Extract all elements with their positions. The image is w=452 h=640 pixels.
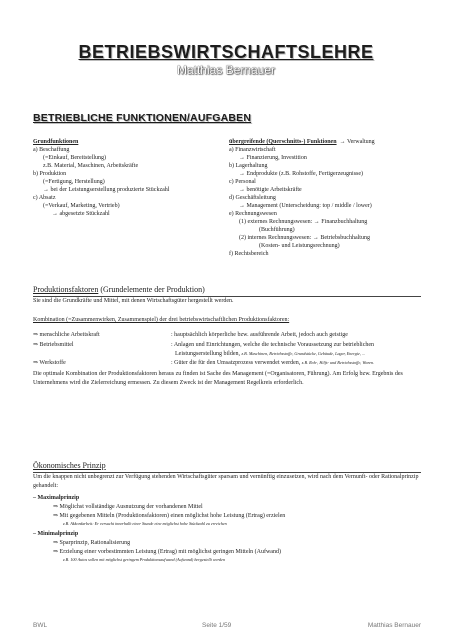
left-line: → bei der Leistungserstellung produzierte Stückzahl [43,187,170,193]
maximalprinzip-title: – Maximalprinzip [33,495,80,501]
pf-title-main: Produktionsfaktoren [33,285,99,294]
op-intro: Um die knappen nicht unbegrenzt zur Verfügung stehenden Wirtschaftsgüter sparsam und vernünftig einzusetzen, wird nach dem Vernunft- oder Rationalprinzip gehandelt: [33,474,419,489]
minimalprinzip-example: z.B. 100 Autos sollen mit möglichst geringem Produktionsaufwand (Aufwand) hergestellt werden [63,557,226,562]
right-line: → Endprodukte (z.B. Rohstoffe, Fertigerzeugnisse) [239,171,364,177]
grundfunktionen-heading: Grundfunktionen [33,139,79,145]
minimalprinzip-point: ⇒ Sparprinzip, Rationalisierung [53,540,131,546]
right-line: f) Rechtsbereich [229,251,269,257]
footer-author: Matthias Bernauer [367,622,421,629]
right-line: d) Geschäftsleitung [229,195,276,201]
right-line: → Finanzierung, Investition [239,155,307,161]
right-line: (1) externes Rechnungswesen: → Finanzbuchhaltung [239,219,368,225]
querschnitt-heading: übergreifende (Querschnitts-) Funktionen [229,139,337,145]
oekonomisches-prinzip-heading: Ökonomisches Prinzip [33,461,106,470]
left-line: b) Produktion [33,171,67,177]
left-line: (=Einkauf, Bereitstellung) [43,155,107,161]
left-line: c) Absatz [33,195,56,201]
pf-factor-text2: Leistungserstellung bilden, [175,351,240,357]
pf-factor-text: : Anlagen und Einrichtungen, welche die technische Voraussetzung zur betrieblichen [171,342,375,348]
querschnitt-heading-tail: → Verwaltung [339,139,375,145]
left-line: → abgesetzte Stückzahl [52,211,110,217]
produktionsfaktoren-heading [33,285,205,294]
pf-title-rest: (Grundelemente der Produktion) [98,285,205,294]
right-line: a) Finanzwirtschaft [229,147,276,153]
pf-factor-text-row [171,359,374,368]
left-line: z.B. Material, Maschinen, Arbeitskräfte [43,163,139,169]
right-line: c) Personal [229,179,256,185]
pf-factor-example: z.B. Roh-, Hilfs- und Betriebsstoffe, Waren. [301,360,375,365]
section-heading: BETRIEBLICHE FUNKTIONEN/AUFGABEN [33,112,252,124]
document-author: Matthias Bernauer [176,63,276,77]
left-line: a) Beschaffung [33,147,70,153]
pf-intro: Sie sind die Grundkräfte und Mittel, mit denen Wirtschaftsgüter hergestellt werden. [33,298,234,304]
pf-factor-label: ⇒ Werkstoffe [33,360,66,366]
right-line: b) Lagerhaltung [229,163,268,169]
left-line: (=Fertigung, Herstellung) [43,179,105,185]
minimalprinzip-title: – Minimalprinzip [33,531,79,537]
pf-factor-label: ⇒ menschliche Arbeitskraft [33,332,100,338]
maximalprinzip-point: ⇒ Möglichst vollständige Ausnutzung der vorhandenen Mittel [53,504,203,510]
right-line: e) Rechnungswesen [229,211,277,217]
minimalprinzip-point: ⇒ Erzielung einer vorbestimmten Leistung (Ertrag) mit möglichst geringen Mitteln (Aufwand) [53,549,281,555]
footer-page-number: Seite 1/59 [202,622,232,629]
pf-factor-example: z.B. Maschinen, Betriebsstoffe, Grundstücke, Gebäude, Lager, Energie, ... [241,351,366,356]
pf-factor-text-cont [175,350,365,359]
right-line: (Kosten- und Leistungsrechnung) [259,243,340,249]
pf-factor-label: ⇒ Betriebsmittel [33,342,74,348]
pf-kombination: Kombination (=Zusammenwirken, Zusammenspiel) der drei betriebswirtschaftlichen Produktionsfaktoren: [33,317,290,323]
maximalprinzip-example: z.B. Akkordarbeit: Er versucht innerhalb einer Stunde eine möglichst hohe Stückzahl zu erreichen [63,521,227,526]
pf-factor-text: : hauptsächlich körperliche bzw. ausführende Arbeit, jedoch auch geistige [171,332,348,338]
pf-factor-text: : Güter die für den Umsatzprozess verwendet werden, [171,360,301,366]
left-line: (=Verkauf, Marketing, Vertrieb) [43,203,120,209]
right-line: (2) internes Rechnungswesen: → Betriebsbuchhaltung [239,235,370,241]
maximalprinzip-point: ⇒ Mit gegebenen Mitteln (Produktionsfaktoren) einen möglichst hohe Leistung (Ertrag) erzielen [53,513,286,519]
right-line: → benötigte Arbeitskräfte [239,187,302,193]
pf-paragraph: Die optimale Kombination der Produktionsfaktoren heraus zu finden ist Sache des Management (=Organisatoren, Führung). Am Erfolg bzw. Ergebnis des Unternehmens wird die Zielerreichung ermessen. Zu diesem Zweck ist der Management Regelkreis erforderlich. [33,371,403,386]
right-line: → Management (Unterscheidung: top / middle / lower) [239,203,372,209]
footer-left: BWL [33,622,48,629]
document-title: BETRIEBSWIRTSCHAFTSLEHRE [78,42,374,62]
right-line: (Buchführung) [259,227,295,233]
